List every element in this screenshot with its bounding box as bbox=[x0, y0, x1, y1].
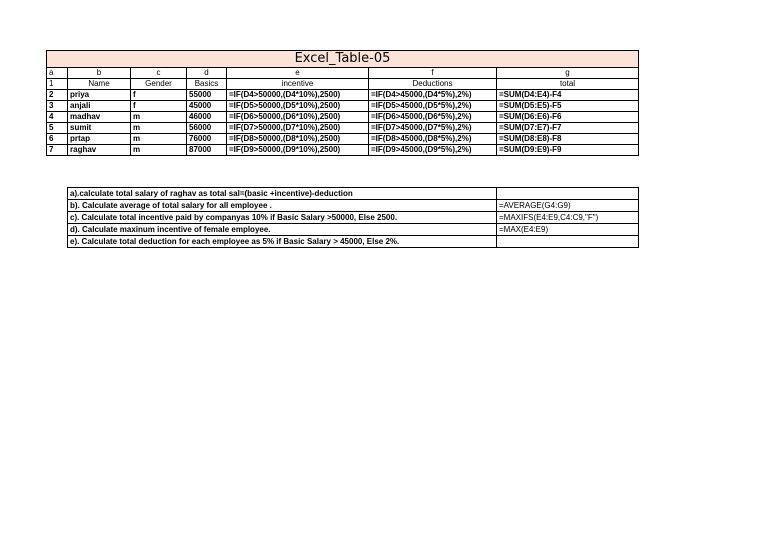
question-row bbox=[68, 188, 639, 200]
header-row bbox=[47, 79, 639, 90]
gender-cell[interactable]: f bbox=[131, 90, 187, 101]
incentive-cell[interactable]: =IF(D8>50000,(D8*10%),2500) bbox=[227, 134, 369, 145]
question-row bbox=[68, 224, 639, 236]
incentive-cell[interactable]: =IF(D6>50000,(D6*10%),2500) bbox=[227, 112, 369, 123]
deductions-cell[interactable]: =IF(D7>45000,(D7*5%),2%) bbox=[369, 123, 497, 134]
header-incentive[interactable]: incentive bbox=[227, 79, 369, 90]
answer-cell[interactable] bbox=[497, 236, 639, 248]
answer-cell[interactable]: =AVERAGE(G4:G9) bbox=[497, 200, 639, 212]
questions-block bbox=[67, 187, 639, 248]
name-cell[interactable]: raghav bbox=[68, 145, 131, 156]
basics-cell[interactable]: 45000 bbox=[187, 101, 227, 112]
header-row-num[interactable]: 1 bbox=[47, 79, 68, 90]
deductions-cell[interactable]: =IF(D9>45000,(D9*5%),2%) bbox=[369, 145, 497, 156]
row-number[interactable]: 6 bbox=[47, 134, 68, 145]
questions-table bbox=[67, 187, 639, 248]
basics-cell[interactable]: 46000 bbox=[187, 112, 227, 123]
question-text[interactable]: e). Calculate total deduction for each employee as 5% if Basic Salary > 45000, Else 2%. bbox=[68, 236, 497, 248]
header-gender[interactable]: Gender bbox=[131, 79, 187, 90]
header-total[interactable]: total bbox=[497, 79, 639, 90]
name-cell[interactable]: sumit bbox=[68, 123, 131, 134]
col-letter-a[interactable]: a bbox=[47, 68, 68, 79]
total-cell[interactable]: =SUM(D5:E5)-F5 bbox=[497, 101, 639, 112]
answer-cell[interactable] bbox=[497, 188, 639, 200]
gender-cell[interactable]: m bbox=[131, 123, 187, 134]
question-text[interactable]: c). Calculate total incentive paid by companyas 10% if Basic Salary >50000, Else 2500. bbox=[68, 212, 497, 224]
col-letter-e[interactable]: e bbox=[227, 68, 369, 79]
basics-cell[interactable]: 87000 bbox=[187, 145, 227, 156]
answer-cell[interactable]: =MAXIFS(E4:E9,C4:C9,"F") bbox=[497, 212, 639, 224]
row-number[interactable]: 5 bbox=[47, 123, 68, 134]
answer-cell[interactable]: =MAX(E4:E9) bbox=[497, 224, 639, 236]
column-letter-row bbox=[47, 68, 639, 79]
incentive-cell[interactable]: =IF(D7>50000,(D7*10%),2500) bbox=[227, 123, 369, 134]
deductions-cell[interactable]: =IF(D6>45000,(D6*5%),2%) bbox=[369, 112, 497, 123]
total-cell[interactable]: =SUM(D8:E8)-F8 bbox=[497, 134, 639, 145]
row-number[interactable]: 7 bbox=[47, 145, 68, 156]
question-text[interactable]: b). Calculate average of total salary for all employee . bbox=[68, 200, 497, 212]
row-number[interactable]: 4 bbox=[47, 112, 68, 123]
name-cell[interactable]: anjali bbox=[68, 101, 131, 112]
total-cell[interactable]: =SUM(D6:E6)-F6 bbox=[497, 112, 639, 123]
basics-cell[interactable]: 56000 bbox=[187, 123, 227, 134]
excel-table bbox=[46, 50, 639, 156]
table-row bbox=[47, 101, 639, 112]
header-basics[interactable]: Basics bbox=[187, 79, 227, 90]
name-cell[interactable]: madhav bbox=[68, 112, 131, 123]
col-letter-d[interactable]: d bbox=[187, 68, 227, 79]
gender-cell[interactable]: m bbox=[131, 112, 187, 123]
incentive-cell[interactable]: =IF(D5>50000,(D5*10%),2500) bbox=[227, 101, 369, 112]
name-cell[interactable]: priya bbox=[68, 90, 131, 101]
total-cell[interactable]: =SUM(D7:E7)-F7 bbox=[497, 123, 639, 134]
deductions-cell[interactable]: =IF(D5>45000,(D5*5%),2%) bbox=[369, 101, 497, 112]
table-row bbox=[47, 134, 639, 145]
total-cell[interactable]: =SUM(D4:E4)-F4 bbox=[497, 90, 639, 101]
col-letter-f[interactable]: f bbox=[369, 68, 497, 79]
incentive-cell[interactable]: =IF(D4>50000,(D4*10%),2500) bbox=[227, 90, 369, 101]
header-deductions[interactable]: Deductions bbox=[369, 79, 497, 90]
question-row bbox=[68, 200, 639, 212]
header-name[interactable]: Name bbox=[68, 79, 131, 90]
table-title: Excel_Table-05 bbox=[47, 51, 639, 68]
table-row bbox=[47, 123, 639, 134]
row-number[interactable]: 3 bbox=[47, 101, 68, 112]
table-row bbox=[47, 90, 639, 101]
name-cell[interactable]: prtap bbox=[68, 134, 131, 145]
col-letter-b[interactable]: b bbox=[68, 68, 131, 79]
basics-cell[interactable]: 55000 bbox=[187, 90, 227, 101]
table-row bbox=[47, 112, 639, 123]
question-row bbox=[68, 212, 639, 224]
question-text[interactable]: d). Calculate maxinum incentive of female employee. bbox=[68, 224, 497, 236]
data-table bbox=[46, 50, 639, 156]
deductions-cell[interactable]: =IF(D4>45000,(D4*5%),2%) bbox=[369, 90, 497, 101]
basics-cell[interactable]: 76000 bbox=[187, 134, 227, 145]
col-letter-g[interactable]: g bbox=[497, 68, 639, 79]
question-text[interactable]: a).calculate total salary of raghav as total sal=(basic +incentive)-deduction bbox=[68, 188, 497, 200]
question-row bbox=[68, 236, 639, 248]
gender-cell[interactable]: m bbox=[131, 134, 187, 145]
gender-cell[interactable]: m bbox=[131, 145, 187, 156]
total-cell[interactable]: =SUM(D9:E9)-F9 bbox=[497, 145, 639, 156]
table-row bbox=[47, 145, 639, 156]
deductions-cell[interactable]: =IF(D8>45000,(D8*5%),2%) bbox=[369, 134, 497, 145]
col-letter-c[interactable]: c bbox=[131, 68, 187, 79]
incentive-cell[interactable]: =IF(D9>50000,(D9*10%),2500) bbox=[227, 145, 369, 156]
row-number[interactable]: 2 bbox=[47, 90, 68, 101]
gender-cell[interactable]: f bbox=[131, 101, 187, 112]
